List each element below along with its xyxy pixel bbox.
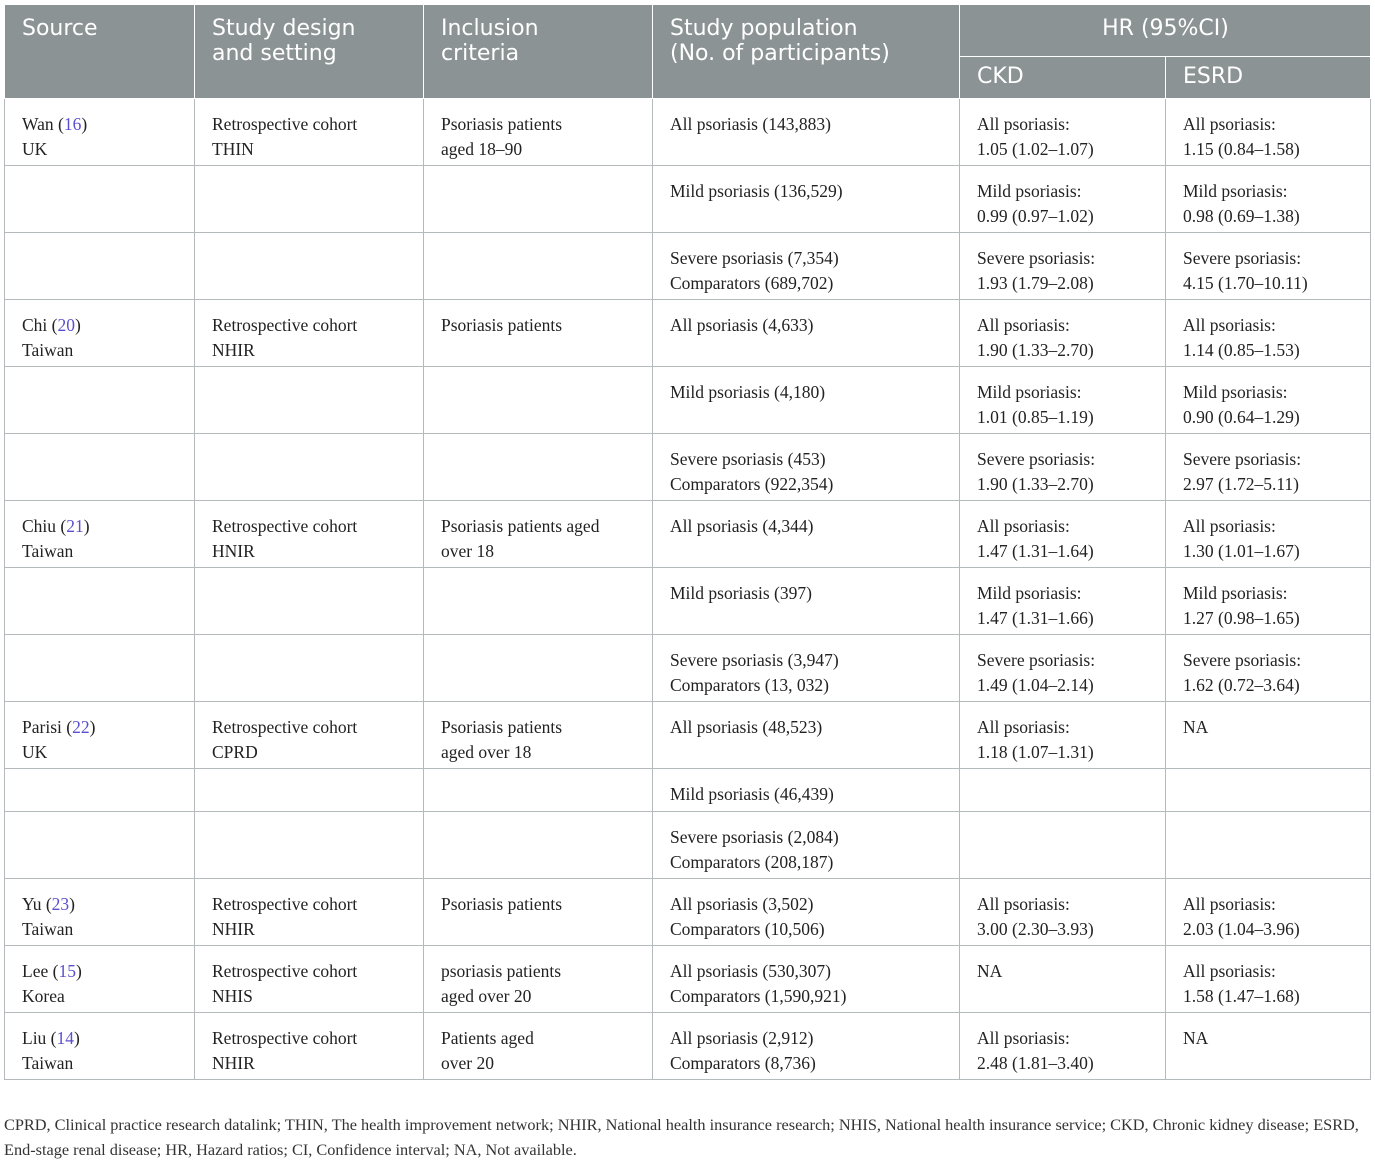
cell-inclusion-criteria bbox=[424, 166, 653, 233]
cell-inclusion-criteria bbox=[424, 812, 653, 879]
ckd-hr-line: Severe psoriasis: bbox=[977, 248, 1096, 268]
table-row bbox=[5, 702, 1371, 769]
cell-study-population bbox=[653, 434, 960, 501]
ckd-hr-line: Mild psoriasis: bbox=[977, 382, 1082, 402]
table-row bbox=[5, 233, 1371, 300]
header-hazard-ratio: HR (95%CI) bbox=[960, 5, 1371, 57]
cell-study-design bbox=[195, 300, 424, 367]
cell-ckd-hr bbox=[960, 635, 1166, 702]
source-close: ) bbox=[81, 114, 88, 134]
header-esrd: ESRD bbox=[1166, 57, 1371, 99]
ckd-hr-line: 3.00 (2.30–3.93) bbox=[977, 918, 1094, 939]
population-line: All psoriasis (4,633) bbox=[670, 315, 814, 335]
inclusion-line: Psoriasis patients bbox=[441, 894, 563, 914]
cell-study-design bbox=[195, 233, 424, 300]
cell-ckd-hr bbox=[960, 879, 1166, 946]
ckd-hr-line: 1.49 (1.04–2.14) bbox=[977, 674, 1094, 695]
ckd-hr-line: All psoriasis: bbox=[977, 315, 1070, 335]
esrd-hr-line: 1.27 (0.98–1.65) bbox=[1183, 607, 1300, 628]
esrd-hr-line: Severe psoriasis: bbox=[1183, 449, 1302, 469]
cell-inclusion-criteria bbox=[424, 434, 653, 501]
esrd-hr-line: Mild psoriasis: bbox=[1183, 382, 1288, 402]
cell-source bbox=[5, 812, 195, 879]
cell-esrd-hr bbox=[1166, 568, 1371, 635]
cell-study-design bbox=[195, 812, 424, 879]
population-line: Mild psoriasis (397) bbox=[670, 583, 812, 603]
study-design-line: Retrospective cohort bbox=[212, 114, 358, 134]
esrd-hr-line: All psoriasis: bbox=[1183, 894, 1276, 914]
study-design-line: THIN bbox=[212, 138, 254, 159]
cell-study-population bbox=[653, 501, 960, 568]
population-line: All psoriasis (3,502) bbox=[670, 894, 814, 914]
study-design-line: Retrospective cohort bbox=[212, 516, 358, 536]
reference-link[interactable]: 20 bbox=[57, 315, 75, 335]
cell-study-population bbox=[653, 99, 960, 166]
cell-study-design bbox=[195, 434, 424, 501]
table-row bbox=[5, 300, 1371, 367]
cell-ckd-hr bbox=[960, 434, 1166, 501]
table-row bbox=[5, 812, 1371, 879]
esrd-hr-line: NA bbox=[1183, 717, 1209, 737]
cell-ckd-hr bbox=[960, 166, 1166, 233]
population-line: Severe psoriasis (2,084) bbox=[670, 827, 839, 847]
population-line: Mild psoriasis (46,439) bbox=[670, 784, 834, 804]
cell-inclusion-criteria bbox=[424, 568, 653, 635]
reference-link[interactable]: 14 bbox=[56, 1028, 75, 1048]
cell-esrd-hr bbox=[1166, 99, 1371, 166]
source-country: Taiwan bbox=[22, 339, 74, 360]
cell-esrd-hr bbox=[1166, 501, 1371, 568]
cell-source bbox=[5, 702, 195, 769]
source-country: UK bbox=[22, 741, 48, 762]
cell-study-population bbox=[653, 300, 960, 367]
study-design-line: CPRD bbox=[212, 741, 258, 762]
study-design-line: HNIR bbox=[212, 540, 255, 561]
population-line: Comparators (1,590,921) bbox=[670, 985, 847, 1006]
cell-ckd-hr bbox=[960, 367, 1166, 434]
cell-study-population bbox=[653, 1013, 960, 1080]
ckd-hr-line: Severe psoriasis: bbox=[977, 449, 1096, 469]
population-line: Mild psoriasis (136,529) bbox=[670, 181, 843, 201]
cell-source bbox=[5, 99, 195, 166]
header-ckd: CKD bbox=[960, 57, 1166, 99]
cell-source bbox=[5, 166, 195, 233]
source-author bbox=[22, 514, 178, 539]
table-row bbox=[5, 1013, 1371, 1080]
population-line: All psoriasis (2,912) bbox=[670, 1028, 814, 1048]
cell-inclusion-criteria bbox=[424, 99, 653, 166]
cell-study-design bbox=[195, 946, 424, 1013]
cell-esrd-hr bbox=[1166, 434, 1371, 501]
cell-esrd-hr bbox=[1166, 367, 1371, 434]
population-line: Comparators (208,187) bbox=[670, 851, 834, 872]
header-source: Source bbox=[5, 5, 195, 99]
esrd-hr-line: 1.58 (1.47–1.68) bbox=[1183, 985, 1300, 1006]
ckd-hr-line: 0.99 (0.97–1.02) bbox=[977, 205, 1094, 226]
cell-study-population bbox=[653, 946, 960, 1013]
cell-source bbox=[5, 300, 195, 367]
source-name: Liu ( bbox=[22, 1028, 57, 1048]
cell-inclusion-criteria bbox=[424, 635, 653, 702]
cell-inclusion-criteria bbox=[424, 300, 653, 367]
cell-study-design bbox=[195, 1013, 424, 1080]
population-line: Comparators (8,736) bbox=[670, 1052, 816, 1073]
header-study-design: Study design and setting bbox=[195, 5, 424, 99]
ckd-hr-line: 1.93 (1.79–2.08) bbox=[977, 272, 1094, 293]
cell-ckd-hr bbox=[960, 99, 1166, 166]
cell-esrd-hr bbox=[1166, 812, 1371, 879]
cell-ckd-hr bbox=[960, 501, 1166, 568]
source-name: Parisi ( bbox=[22, 717, 73, 737]
ckd-hr-line: 1.01 (0.85–1.19) bbox=[977, 406, 1094, 427]
esrd-hr-line: 1.62 (0.72–3.64) bbox=[1183, 674, 1300, 695]
ckd-hr-line: NA bbox=[977, 961, 1003, 981]
esrd-hr-line: All psoriasis: bbox=[1183, 516, 1276, 536]
reference-link[interactable]: 21 bbox=[66, 516, 84, 536]
table-footnote: CPRD, Clinical practice research datalink; THIN, The health improvement network; NHIR, National health insurance research; NHIS, National health insurance service; CKD, Chronic kidney disease; ESRD, End-stage renal disease; HR, Hazard ratios; CI, Confidence interval; NA, Not available. bbox=[4, 1115, 1359, 1159]
esrd-hr-line: 2.03 (1.04–3.96) bbox=[1183, 918, 1300, 939]
cell-source bbox=[5, 946, 195, 1013]
table-row bbox=[5, 879, 1371, 946]
cell-esrd-hr bbox=[1166, 702, 1371, 769]
cell-study-design bbox=[195, 166, 424, 233]
population-line: All psoriasis (48,523) bbox=[670, 717, 823, 737]
cell-inclusion-criteria bbox=[424, 233, 653, 300]
reference-link[interactable]: 15 bbox=[58, 961, 76, 981]
reference-link[interactable]: 16 bbox=[63, 114, 82, 134]
source-close: ) bbox=[75, 315, 81, 335]
ckd-hr-line: 1.90 (1.33–2.70) bbox=[977, 339, 1094, 360]
cell-esrd-hr bbox=[1166, 769, 1371, 812]
cell-study-design bbox=[195, 367, 424, 434]
reference-link[interactable]: 22 bbox=[72, 717, 90, 737]
study-design-line: Retrospective cohort bbox=[212, 315, 358, 335]
cell-inclusion-criteria bbox=[424, 1013, 653, 1080]
population-line: All psoriasis (143,883) bbox=[670, 114, 831, 134]
source-name: Chiu ( bbox=[22, 516, 67, 536]
source-name: Yu ( bbox=[22, 894, 52, 914]
cell-study-population bbox=[653, 367, 960, 434]
cell-esrd-hr bbox=[1166, 1013, 1371, 1080]
cell-source bbox=[5, 635, 195, 702]
population-line: Severe psoriasis (7,354) bbox=[670, 248, 839, 268]
cell-esrd-hr bbox=[1166, 635, 1371, 702]
table-row bbox=[5, 568, 1371, 635]
esrd-hr-line: 1.15 (0.84–1.58) bbox=[1183, 138, 1300, 159]
inclusion-line: psoriasis patients bbox=[441, 961, 562, 981]
esrd-hr-line: 0.90 (0.64–1.29) bbox=[1183, 406, 1300, 427]
source-close: ) bbox=[89, 717, 96, 737]
esrd-hr-line: 1.14 (0.85–1.53) bbox=[1183, 339, 1300, 360]
header-inclusion-criteria: Inclusion criteria bbox=[424, 5, 653, 99]
inclusion-line: aged over 20 bbox=[441, 985, 532, 1006]
cell-study-design bbox=[195, 702, 424, 769]
source-country: Korea bbox=[22, 985, 65, 1006]
study-design-line: Retrospective cohort bbox=[212, 961, 358, 981]
cell-source bbox=[5, 879, 195, 946]
ckd-hr-line: Mild psoriasis: bbox=[977, 181, 1082, 201]
source-country: Taiwan bbox=[22, 1052, 74, 1073]
source-name: Chi ( bbox=[22, 315, 58, 335]
cell-ckd-hr bbox=[960, 1013, 1166, 1080]
source-author bbox=[22, 715, 178, 740]
ckd-hr-line: 1.18 (1.07–1.31) bbox=[977, 741, 1094, 762]
cell-study-population bbox=[653, 233, 960, 300]
cell-study-design bbox=[195, 879, 424, 946]
cell-ckd-hr bbox=[960, 812, 1166, 879]
source-country: Taiwan bbox=[22, 918, 74, 939]
source-author bbox=[22, 313, 178, 338]
cell-esrd-hr bbox=[1166, 879, 1371, 946]
cell-source bbox=[5, 501, 195, 568]
source-author bbox=[22, 892, 178, 917]
population-line: Mild psoriasis (4,180) bbox=[670, 382, 826, 402]
cell-inclusion-criteria bbox=[424, 702, 653, 769]
cell-study-design bbox=[195, 568, 424, 635]
ckd-hr-line: 2.48 (1.81–3.40) bbox=[977, 1052, 1094, 1073]
population-line: All psoriasis (530,307) bbox=[670, 961, 831, 981]
cell-study-population bbox=[653, 769, 960, 812]
reference-link[interactable]: 23 bbox=[51, 894, 70, 914]
cell-inclusion-criteria bbox=[424, 501, 653, 568]
cell-inclusion-criteria bbox=[424, 946, 653, 1013]
cell-esrd-hr bbox=[1166, 233, 1371, 300]
source-author bbox=[22, 959, 178, 984]
inclusion-line: Psoriasis patients bbox=[441, 114, 563, 134]
source-close: ) bbox=[69, 894, 75, 914]
inclusion-line: Psoriasis patients bbox=[441, 315, 563, 335]
header-study-population: Study population (No. of participants) bbox=[653, 5, 960, 99]
ckd-hr-line: Severe psoriasis: bbox=[977, 650, 1096, 670]
study-design-line: NHIR bbox=[212, 339, 255, 360]
inclusion-line: Psoriasis patients bbox=[441, 717, 563, 737]
ckd-hr-line: 1.47 (1.31–1.66) bbox=[977, 607, 1094, 628]
ckd-hr-line: All psoriasis: bbox=[977, 1028, 1070, 1048]
study-design-line: NHIR bbox=[212, 1052, 255, 1073]
population-line: Comparators (922,354) bbox=[670, 473, 834, 494]
esrd-hr-line: 4.15 (1.70–10.11) bbox=[1183, 272, 1308, 293]
esrd-hr-line: 2.97 (1.72–5.11) bbox=[1183, 473, 1300, 494]
inclusion-line: aged over 18 bbox=[441, 741, 532, 762]
cell-study-population bbox=[653, 812, 960, 879]
esrd-hr-line: Mild psoriasis: bbox=[1183, 181, 1288, 201]
cell-inclusion-criteria bbox=[424, 879, 653, 946]
table-row bbox=[5, 367, 1371, 434]
cell-source bbox=[5, 233, 195, 300]
esrd-hr-line: Severe psoriasis: bbox=[1183, 248, 1302, 268]
cell-ckd-hr bbox=[960, 769, 1166, 812]
inclusion-line: aged 18–90 bbox=[441, 138, 523, 159]
ckd-hr-line: All psoriasis: bbox=[977, 114, 1070, 134]
source-country: Taiwan bbox=[22, 540, 74, 561]
cell-study-population bbox=[653, 635, 960, 702]
table-row bbox=[5, 769, 1371, 812]
table-row bbox=[5, 434, 1371, 501]
cell-study-population bbox=[653, 166, 960, 233]
study-design-line: NHIR bbox=[212, 918, 255, 939]
source-close: ) bbox=[74, 1028, 80, 1048]
cell-source bbox=[5, 568, 195, 635]
population-line: Severe psoriasis (453) bbox=[670, 449, 826, 469]
inclusion-line: over 18 bbox=[441, 540, 494, 561]
ckd-hr-line: 1.90 (1.33–2.70) bbox=[977, 473, 1094, 494]
table-row bbox=[5, 946, 1371, 1013]
table-row bbox=[5, 501, 1371, 568]
inclusion-line: Patients aged bbox=[441, 1028, 534, 1048]
table-row bbox=[5, 166, 1371, 233]
ckd-hr-line: All psoriasis: bbox=[977, 894, 1070, 914]
population-line: Comparators (689,702) bbox=[670, 272, 834, 293]
source-close: ) bbox=[83, 516, 90, 536]
esrd-hr-line: All psoriasis: bbox=[1183, 961, 1276, 981]
source-author bbox=[22, 1026, 178, 1051]
cell-esrd-hr bbox=[1166, 946, 1371, 1013]
ckd-hr-line: 1.05 (1.02–1.07) bbox=[977, 138, 1094, 159]
table-body bbox=[5, 99, 1371, 1080]
study-design-line: NHIS bbox=[212, 985, 253, 1006]
cell-source bbox=[5, 1013, 195, 1080]
cell-ckd-hr bbox=[960, 300, 1166, 367]
ckd-hr-line: Mild psoriasis: bbox=[977, 583, 1082, 603]
esrd-hr-line: All psoriasis: bbox=[1183, 114, 1276, 134]
population-line: Severe psoriasis (3,947) bbox=[670, 650, 839, 670]
cell-source bbox=[5, 434, 195, 501]
esrd-hr-line: All psoriasis: bbox=[1183, 315, 1276, 335]
cell-study-design bbox=[195, 99, 424, 166]
source-country: UK bbox=[22, 138, 48, 159]
cell-study-design bbox=[195, 501, 424, 568]
cell-study-design bbox=[195, 635, 424, 702]
ckd-hr-line: All psoriasis: bbox=[977, 516, 1070, 536]
study-design-line: Retrospective cohort bbox=[212, 1028, 358, 1048]
cell-inclusion-criteria bbox=[424, 367, 653, 434]
ckd-hr-line: 1.47 (1.31–1.64) bbox=[977, 540, 1094, 561]
cell-ckd-hr bbox=[960, 702, 1166, 769]
cell-ckd-hr bbox=[960, 946, 1166, 1013]
cell-ckd-hr bbox=[960, 568, 1166, 635]
cell-source bbox=[5, 769, 195, 812]
study-design-line: Retrospective cohort bbox=[212, 894, 358, 914]
cell-source bbox=[5, 367, 195, 434]
cell-study-population bbox=[653, 568, 960, 635]
inclusion-line: Psoriasis patients aged bbox=[441, 516, 600, 536]
population-line: All psoriasis (4,344) bbox=[670, 516, 814, 536]
esrd-hr-line: 1.30 (1.01–1.67) bbox=[1183, 540, 1300, 561]
table-header bbox=[5, 5, 1371, 99]
population-line: Comparators (10,506) bbox=[670, 918, 825, 939]
cell-study-population bbox=[653, 879, 960, 946]
table-container bbox=[4, 4, 1370, 1080]
inclusion-line: over 20 bbox=[441, 1052, 494, 1073]
cell-esrd-hr bbox=[1166, 300, 1371, 367]
cell-study-population bbox=[653, 702, 960, 769]
source-name: Wan ( bbox=[22, 114, 64, 134]
table-row bbox=[5, 99, 1371, 166]
cell-esrd-hr bbox=[1166, 166, 1371, 233]
cell-inclusion-criteria bbox=[424, 769, 653, 812]
table-row bbox=[5, 635, 1371, 702]
source-close: ) bbox=[75, 961, 82, 981]
source-author bbox=[22, 112, 178, 137]
source-name: Lee ( bbox=[22, 961, 59, 981]
study-design-line: Retrospective cohort bbox=[212, 717, 358, 737]
ckd-hr-line: All psoriasis: bbox=[977, 717, 1070, 737]
esrd-hr-line: Severe psoriasis: bbox=[1183, 650, 1302, 670]
psoriasis-ckd-esrd-table bbox=[4, 4, 1371, 1080]
esrd-hr-line: Mild psoriasis: bbox=[1183, 583, 1288, 603]
cell-ckd-hr bbox=[960, 233, 1166, 300]
esrd-hr-line: NA bbox=[1183, 1028, 1209, 1048]
population-line: Comparators (13, 032) bbox=[670, 674, 829, 695]
esrd-hr-line: 0.98 (0.69–1.38) bbox=[1183, 205, 1300, 226]
cell-study-design bbox=[195, 769, 424, 812]
